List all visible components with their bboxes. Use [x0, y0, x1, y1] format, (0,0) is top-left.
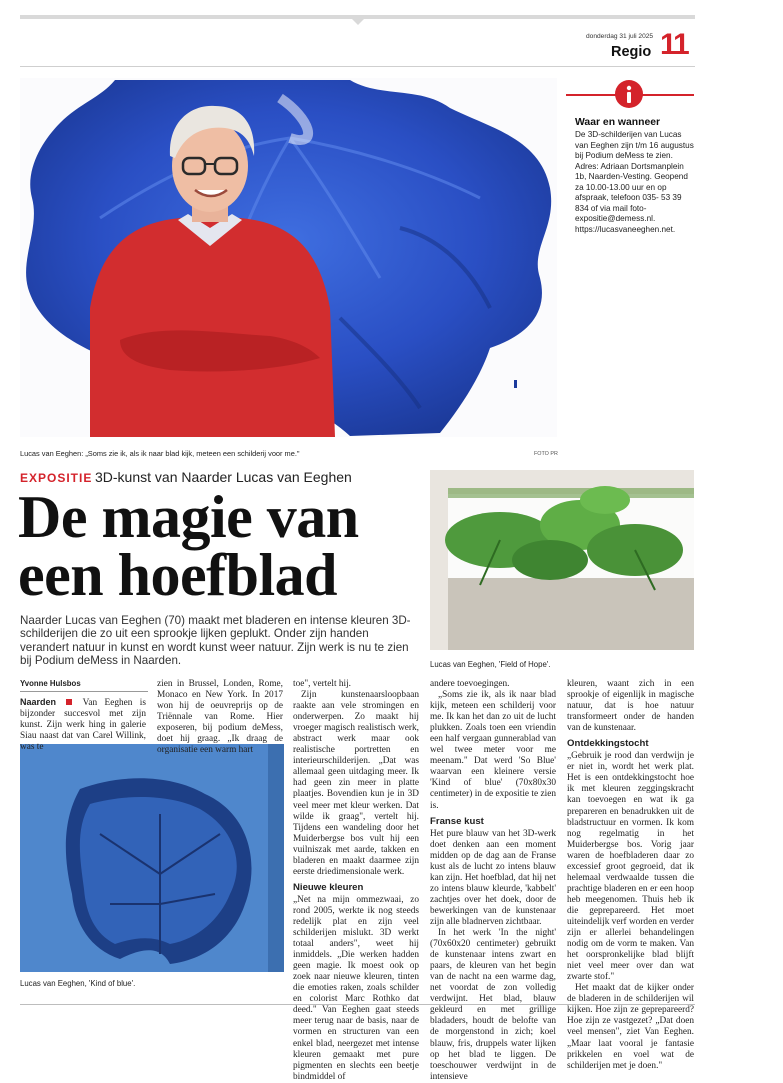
header-date: donderdag 31 juli 2025 — [586, 33, 654, 40]
column-3 — [293, 679, 419, 1083]
column-5-paragraph: „Gebruik je rood dan verdwijn je er niet in, wordt het werk plat. Het is een ontdekkingstocht hoe ik met kleuren zeggingskracht kan toevoegen en wat ik ga prepareren en benadrukken uit de bladstructuur en vormen. Ik kom nog regelmatig in het Muiderbergse bos. Vorig jaar waren de hoefbladeren daar zo excessief groot gegroeid, dat ik helemaal verdwaalde tussen die prachtige bladeren en er een hoop heb meegenomen. Thuis heb ik die geprepareerd. Het moet uiteindelijk verf worden en verder zijn er allerlei behandelingen nodig om de vorm te maken. Van het oorspronkelijke blad blijft niet veel meer over dan wat zwarte stof." — [567, 751, 695, 983]
article-intro: Naarder Lucas van Eeghen (70) maakt met bladeren en intense kleuren 3D-schilderijen die zo uit een sprookje lijken geplukt. Onder zijn handen verandert natuur in kunst en wordt kunst weer natuur. Zijn werk is nu te zien bij Podium deMess in Naarden. — [20, 614, 411, 668]
column-4-paragraph: Het pure blauw van het 3D-werk doet denken aan een moment midden op de dag aan de Franse kust als de lucht zo intens blauw kan zijn. Het hoefblad, dat hij net zo intens blauw kleurde, 'kabbelt' zachtjes over het doek, door de bewerkingen van de kunstenaar zijn alle bladnerven zichtbaar. — [430, 828, 556, 927]
infobox-title: Waar en wanneer — [575, 117, 661, 128]
author: Yvonne Hulsbos — [20, 679, 81, 688]
infobox-text: De 3D-schilderijen van Lucas van Eeghen zijn t/m 16 augustus bij Podium deMess te zien. Adres: Adriaan Dortsmanplein 1b, Naarden-Vesting. Geopend za 10.00-13.00 uur en op afspraak, telefoon 035- 53 39 834 of via mail foto-expositie@demess.nl. https://lucasvaneeghen.net. — [575, 130, 694, 234]
dateline-square — [66, 699, 72, 705]
header-bottom-rule — [20, 66, 695, 67]
main-photo-caption: Lucas van Eeghen: „Soms zie ik, als ik naar blad kijk, meteen een schilderij voor me." — [20, 449, 300, 458]
article-headline-line2: een hoefblad — [18, 542, 338, 608]
column-3-paragraph: „Net na mijn ommezwaai, zo rond 2005, werkte ik nog steeds redelijk plat en zijn veel schilderijen mislukt. 3D werkt totaal anders", weet hij inmiddels. „Die werken hadden geen magie. Ik moest ook op zoek naar nieuwe kleuren, tinten die emoties raken, zoals schilder en colorist Marc Rothko dat deed." Van Eeghen gaat steeds meer terug naar de basis, naar de vormen en structuren van een enkel blad, neergezet met intense kleuren gemaakt met pure pigmenten en slechts een beetje bindmiddel of — [293, 894, 419, 1082]
main-photo — [20, 78, 557, 437]
subhead-ontdekkingstocht: Ontdekkingstocht — [567, 738, 649, 750]
field-of-hope-caption: Lucas van Eeghen, 'Field of Hope'. — [430, 660, 551, 669]
dateline: Naarden — [20, 697, 57, 707]
bottom-rule — [20, 1004, 695, 1005]
column-1-text: Van Eeghen is bijzonder succesvol met zijn kunst. Zijn werk hing in galerie Siau naast dat van Carel Willink, was te — [20, 698, 146, 753]
column-5-paragraph: kleuren, waant zich in een sprookje of eigenlijk in magische natuur, dat is hoe natuur transformeert onder de handen van de kunstenaar. — [567, 679, 694, 734]
kind-of-blue-caption: Lucas van Eeghen, 'Kind of blue'. — [20, 979, 136, 988]
article-kicker: EXPOSITIE — [20, 471, 93, 485]
subhead-franse-kust: Franse kust — [430, 815, 484, 827]
column-4-paragraph: In het werk 'In the night' (70x60x20 centimeter) gebruikt de kunstenaar intens zwart en paars, de kleuren van het begin van de nacht na een warme dag, net voordat de zon volledig verdwijnt. Het blad, blauw gekleurd en met grillige bladaders, houdt de belofte van de morgenstond in zich; koel blauw, fris, druppels water lijken op het blad te liggen. De toeschouwer verdwijnt in de intensieve — [430, 928, 556, 1082]
kind-of-blue-photo — [20, 744, 284, 972]
column-5 — [567, 679, 694, 1072]
page-number: 11 — [660, 28, 688, 61]
blue-leaf-artwork-image — [20, 744, 284, 972]
column-3-paragraph: toe", vertelt hij. — [293, 679, 352, 689]
article-headline-line1: De magie van — [18, 484, 359, 550]
column-4-paragraph: andere toevoegingen. — [430, 679, 510, 689]
top-rule-notch — [352, 19, 364, 25]
photo-credit: FOTO PR — [534, 451, 558, 457]
column-4 — [430, 679, 556, 1083]
column-3-paragraph: Zijn kunstenaarsloopbaan raakte aan vele stromingen en onderwerpen. Zo maakt hij vroeger magisch realistisch werk, abstract werk maar ook realistische portretten en interieurschilderijen. „Dat was allemaal geen uitdaging meer. Ik had geen zin meer in platte plaatjes. Bovendien kun je in 3D veel meer met kleur werken. Dat wilde ik graag", vertelt hij. Tijdens een wandeling door het Muiderbergse bos vult hij een vuilniszak met aarde, takken en bladeren en maakt daarmee zijn eerste driedimensionale werk. — [293, 690, 419, 877]
subhead-nieuwe-kleuren: Nieuwe kleuren — [293, 881, 364, 893]
green-leaves-artwork-image — [430, 470, 694, 650]
column-1 — [20, 697, 146, 753]
column-4-paragraph: „Soms zie ik, als ik naar blad kijk, meteen een schilderij voor me. Ik kan het dan zo uit de lucht plukken. Zoals toen een vriendin een half vergaan gunnerablad van wel twee meter voor me meenam." Dat werd 'So Blue' waarvan een kleinere versie 'Kind of blue' (70x80x30 centimeter) in de expositie te zien is. — [430, 690, 556, 811]
author-rule — [20, 691, 148, 692]
info-icon — [615, 80, 643, 108]
artist-with-blue-leaf-image — [20, 78, 557, 437]
article-subtitle: 3D-kunst van Naarder Lucas van Eeghen — [95, 469, 352, 485]
column-2: zien in Brussel, Londen, Rome, Monaco en New York. In 2017 won hij de oeuvreprijs op de Triënnale van Rome. Hier exposeren, bij podium deMess, doet hij graag. „Ik draag de organisatie een warm hart — [157, 679, 283, 756]
field-of-hope-photo — [430, 470, 694, 650]
column-5-paragraph: Het maakt dat de kijker onder de bladeren in de schilderijen wil kijken. Hoe zijn ze geprepareerd? Hoe zijn ze vastgezet? „Dat doen veel mensen", ziet Van Eeghen. „Maar laat vooral je fantasie prikkelen en voel wat de schilderijen met je doen." — [567, 983, 694, 1071]
section-label: Regio — [611, 44, 652, 60]
